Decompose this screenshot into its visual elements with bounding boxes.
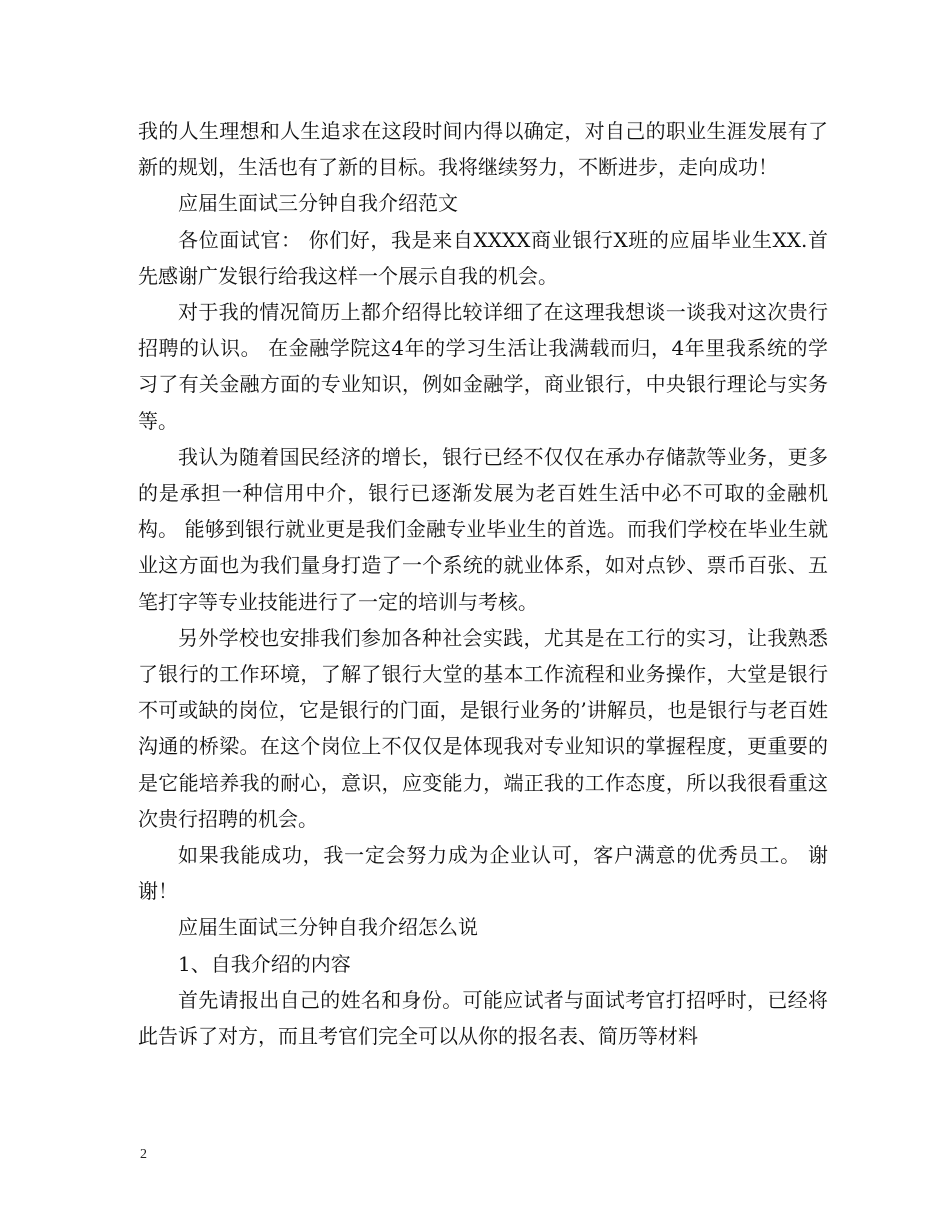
section-heading-how-to: 应届生面试三分钟自我介绍怎么说 (178, 915, 478, 940)
page-number: 2 (140, 1147, 147, 1162)
paragraph-education: 对于我的情况简历上都介绍得比较详细了在这理我想谈一谈我对这次贵行招聘的认识。 在金融学院这4年的学习生活让我满载而归，4年里我系统的学习了有关金融方面的专业知识，例如金融学，商业银行，中央银行理论与实务等。 (138, 300, 828, 433)
paragraph-greeting: 各位面试官： 你们好，我是来自XXXX商业银行X班的应届毕业生XX.首先感谢广发银行给我这样一个展示自我的机会。 (138, 227, 828, 288)
section-heading-sample: 应届生面试三分钟自我介绍范文 (178, 191, 458, 216)
paragraph-bank-industry: 我认为随着国民经济的增长，银行已经不仅仅在承办存储款等业务，更多的是承担一种信用中介，银行已逐渐发展为老百姓生活中必不可取的金融机构。 能够到银行就业更是我们金融专业毕业生的首选。而我们学校在毕业生就业这方面也为我们量身打造了一个系统的就业体系，如对点钞、票币百张、五笔打字等专业技能进行了一定的培训与考核。 (138, 444, 828, 614)
body-text (138, 113, 828, 1054)
subheading-content: 1、自我介绍的内容 (178, 951, 351, 976)
paragraph-name-identity: 首先请报出自己的姓名和身份。可能应试者与面试考官打招呼时，已经将此告诉了对方，而且考官们完全可以从你的报名表、简历等材料 (138, 987, 828, 1049)
paragraph-closing: 如果我能成功，我一定会努力成为企业认可，客户满意的优秀员工。 谢谢！ (138, 843, 828, 904)
paragraph-career-goal: 我的人生理想和人生追求在这段时间内得以确定，对自己的职业生涯发展有了新的规划，生活也有了新的目标。我将继续努力，不断进步，走向成功！ (138, 119, 828, 180)
paragraph-internship: 另外学校也安排我们参加各种社会实践，尤其是在工行的实习，让我熟悉了银行的工作环境，了解了银行大堂的基本工作流程和业务操作，大堂是银行不可或缺的岗位，它是银行的门面，是银行业务的’讲解员，也是银行与老百姓沟通的桥梁。在这个岗位上不仅仅是体现我对专业知识的掌握程度，更重要的是它能培养我的耐心，意识，应变能力，端正我的工作态度，所以我很看重这次贵行招聘的机会。 (138, 625, 828, 831)
